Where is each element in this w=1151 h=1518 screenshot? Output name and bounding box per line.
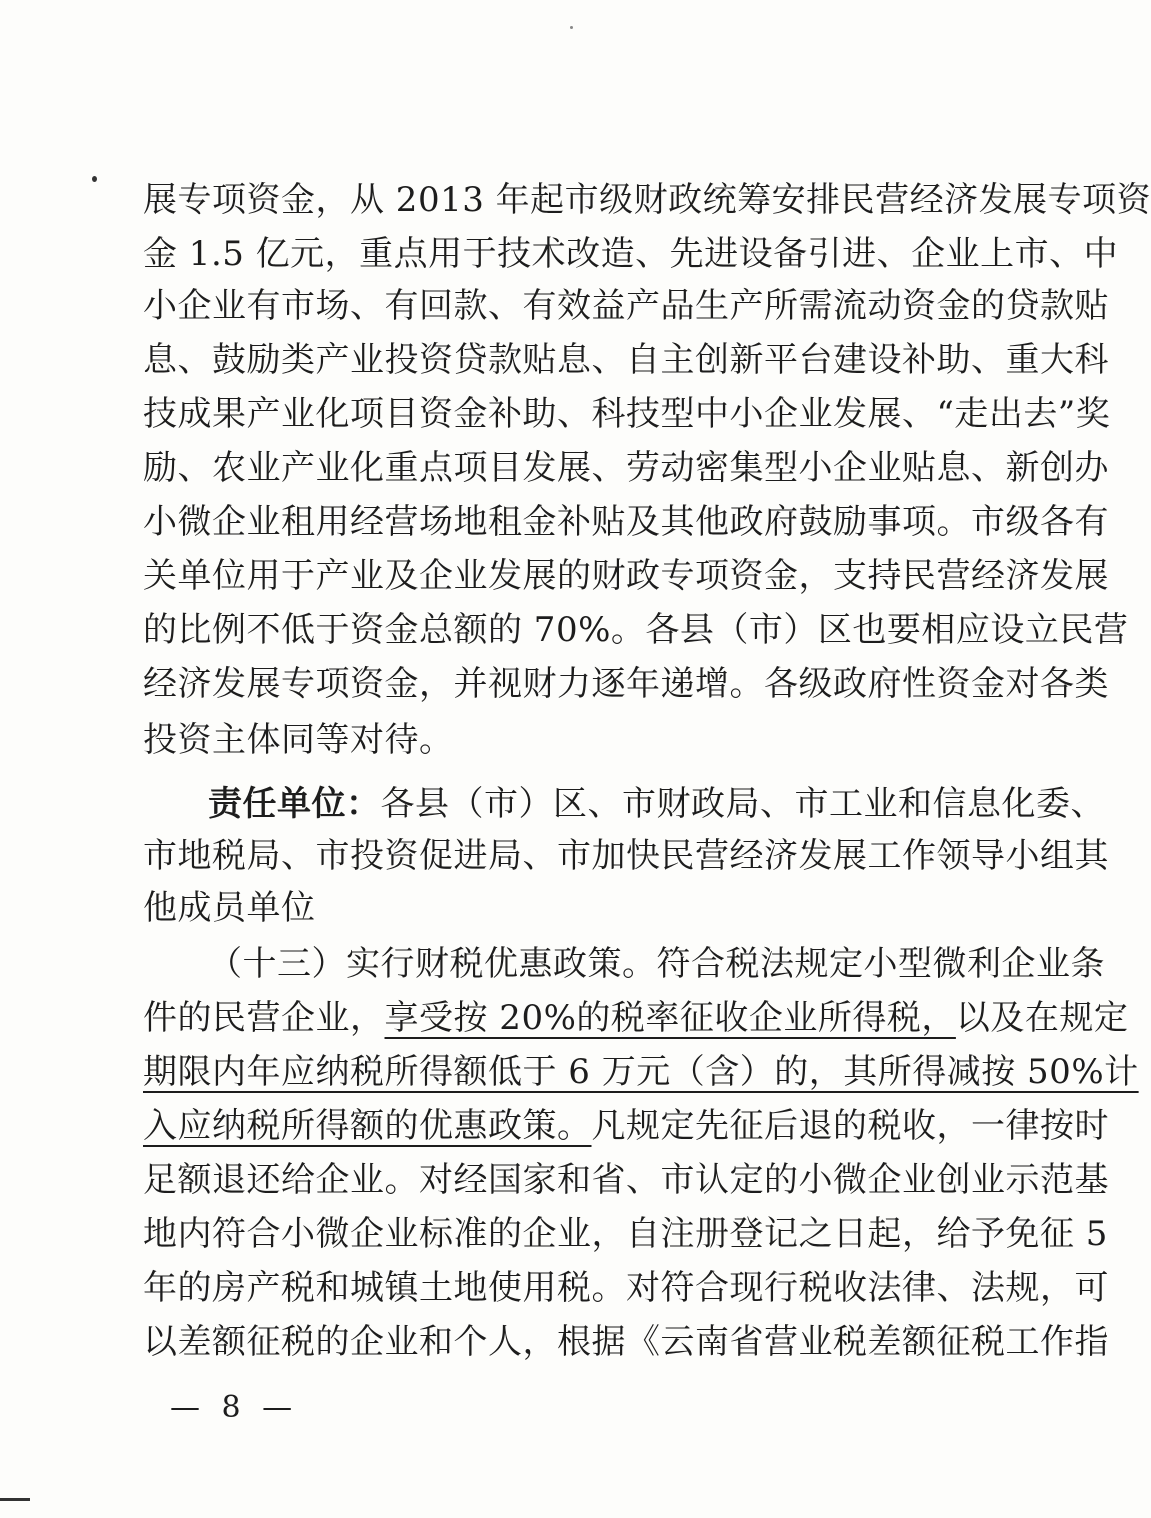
- paragraph-line: 金 1.5 亿元，重点用于技术改造、先进设备引进、企业上市、中: [143, 234, 1119, 274]
- scan-speck: [0, 1498, 30, 1501]
- section13-line-4: [143, 1104, 1109, 1148]
- paragraph-line: 息、鼓励类产业投资贷款贴息、自主创新平台建设补助、重大科: [143, 340, 1109, 380]
- paragraph-line: 经济发展专项资金，并视财力逐年递增。各级政府性资金对各类: [143, 664, 1109, 704]
- section13-text: 以及在规定: [955, 998, 1129, 1038]
- section13-line-3: [143, 1050, 1139, 1094]
- responsibility-label: 责任单位：: [208, 784, 381, 824]
- underlined-text: 享受按 20%的税率征收企业所得税，: [384, 998, 956, 1038]
- section13-text: 凡规定先征后退的税收，一律按时: [591, 1106, 1109, 1146]
- section13-line: 地内符合小微企业标准的企业，自注册登记之日起，给予免征 5: [143, 1214, 1108, 1254]
- responsibility-line-2: 市地税局、市投资促进局、市加快民营经济发展工作领导小组其: [143, 836, 1109, 876]
- paragraph-line: 小微企业租用经营场地租金补贴及其他政府鼓励事项。市级各有: [143, 502, 1109, 542]
- responsibility-line-3: 他成员单位: [143, 888, 316, 928]
- paragraph-line: 小企业有市场、有回款、有效益产品生产所需流动资金的贷款贴: [143, 286, 1109, 326]
- responsibility-text: 各县（市）区、市财政局、市工业和信息化委、: [380, 784, 1105, 824]
- responsibility-line-1: [208, 782, 1105, 826]
- section13-text: 件的民营企业，: [143, 998, 385, 1038]
- paragraph-line: 励、农业产业化重点项目发展、劳动密集型小企业贴息、新创办: [143, 448, 1109, 488]
- paragraph-line: 的比例不低于资金总额的 70%。各县（市）区也要相应设立民营: [143, 610, 1129, 650]
- paragraph-line: 展专项资金，从 2013 年起市级财政统筹安排民营经济发展专项资: [143, 180, 1151, 220]
- underlined-text: 期限内年应纳税所得额低于 6 万元（含）的，其所得减按 50%计: [143, 1052, 1139, 1092]
- section13-line: 足额退还给企业。对经国家和省、市认定的小微企业创业示范基: [143, 1160, 1109, 1200]
- section13-line: 以差额征税的企业和个人，根据《云南省营业税差额征税工作指: [143, 1322, 1109, 1362]
- paragraph-line: 投资主体同等对待。: [143, 720, 454, 760]
- section13-line-1: （十三）实行财税优惠政策。符合税法规定小型微利企业条: [208, 944, 1105, 984]
- scan-speck: [92, 176, 97, 182]
- paragraph-line: 技成果产业化项目资金补助、科技型中小企业发展、“走出去”奖: [143, 394, 1111, 434]
- section13-line: 年的房产税和城镇土地使用税。对符合现行税收法律、法规，可: [143, 1268, 1109, 1308]
- scan-speck: [570, 26, 573, 29]
- page-number: — 8 —: [170, 1390, 299, 1425]
- section13-line-2: [143, 996, 1129, 1040]
- underlined-text: 入应纳税所得额的优惠政策。: [143, 1106, 592, 1146]
- paragraph-line: 关单位用于产业及企业发展的财政专项资金，支持民营经济发展: [143, 556, 1109, 596]
